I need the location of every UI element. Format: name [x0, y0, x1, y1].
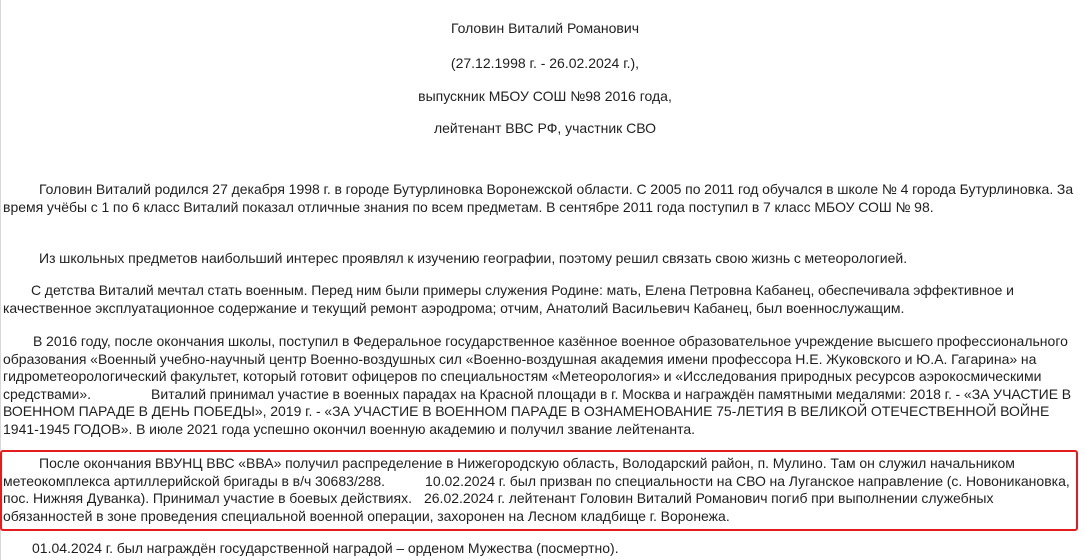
page-left-border [0, 0, 1, 560]
paragraph-birth [3, 181, 1085, 216]
paragraph-death-text: 26.02.2024 г. лейтенант Головин Виталий Романович погиб при выполнении служебных обязанностей в зоне проведения специальной военной операции, захоронен на Лесном кладбище г. Воронежа. [3, 490, 994, 524]
header-name: Головин Виталий Романович [450, 20, 639, 36]
paragraph-academy [3, 333, 1085, 438]
header-dates: (27.12.1998 г. - 26.02.2024 г.), [450, 55, 640, 71]
paragraph-academy-text: В 2016 году, после окончания школы, поступил в Федеральное государственное казённое военное образовательное учреждение высшего профессионального образования «Военный учебно-научный центр Военно-воздушных сил «Военно-воздушная академия имени профессора Н.Е. Жуковского и Ю.А. Гагарина» на гидрометеорологический факультет, который готовит офицеров по специальностям «Метеорология» и «Исследования природных ресурсов аэрокосмическими средствами». [3, 333, 1068, 402]
paragraph-childhood-text: С детства Виталий мечтал стать военным. Перед ним были примеры служения Родине: мать, Елена Петровна Кабанец, обеспечивала эффективное и качественное эксплуатационное содержание и текущий ремонт аэродрома; отчим, Анатолий Васильевич Кабанец, был военнослужащим. [3, 282, 1014, 316]
paragraph-interests [3, 250, 1085, 268]
header-graduate: выпускник МБОУ СОШ №98 2016 года, [418, 88, 672, 104]
paragraph-parades-text: Виталий принимал участие в военных парадах на Красной площади в г. Москва и награждён памятными медалями: 2018 г. - «ЗА УЧАСТИЕ В ВОЕННОМ ПАРАДЕ В ДЕНЬ ПОБЕДЫ», 2019 г. - «ЗА УЧАСТИЕ В ВОЕННОМ ПАРАДЕ В ОЗНАМЕНОВАНИЕ 75-ЛЕТИЯ В ВЕЛИКОЙ ОТЕЧЕСТВЕННОЙ ВОЙНЕ 1941-1945 ГОДОВ». В июле 2021 года успешно окончил военную академию и получил звание лейтенанта. [3, 385, 1072, 437]
paragraph-service [3, 455, 1085, 525]
paragraph-childhood [3, 282, 1085, 317]
paragraph-birth-text: Головин Виталий родился 27 декабря 1998 г. в городе Бутурлиновка Воронежской области. С 2005 по 2011 год обучался в школе № 4 города Бутурлиновка. За время учёбы с 1 по 6 класс Виталий показал отличные знания по всем предметам. В сентябре 2011 года поступил в 7 класс МБОУ СОШ № 98. [3, 181, 1074, 215]
paragraph-svo-text: 10.02.2024 г. был призван по специальности на СВО на Луганское направление (с. Новоникановка, пос. Нижняя Дуванка). Принимал участие в боевых действиях. [3, 472, 1070, 506]
paragraph-service-text: После окончания ВВУНЦ ВВС «ВВА» получил распределение в Нижегородскую область, Володарский район, п. Мулино. Там он служил начальником метеокомплекса артиллерийской бригады в в/ч 30683/288. [3, 455, 1015, 489]
header-rank: лейтенант ВВС РФ, участник СВО [433, 120, 657, 136]
paragraph-award [3, 540, 1085, 558]
paragraph-interests-text: Из школьных предметов наибольший интерес проявлял к изучению географии, поэтому решил связать свою жизнь с метеорологией. [39, 250, 908, 266]
paragraph-award-text: 01.04.2024 г. был награждён государственной наградой – орденом Мужества (посмертно). [32, 540, 619, 556]
